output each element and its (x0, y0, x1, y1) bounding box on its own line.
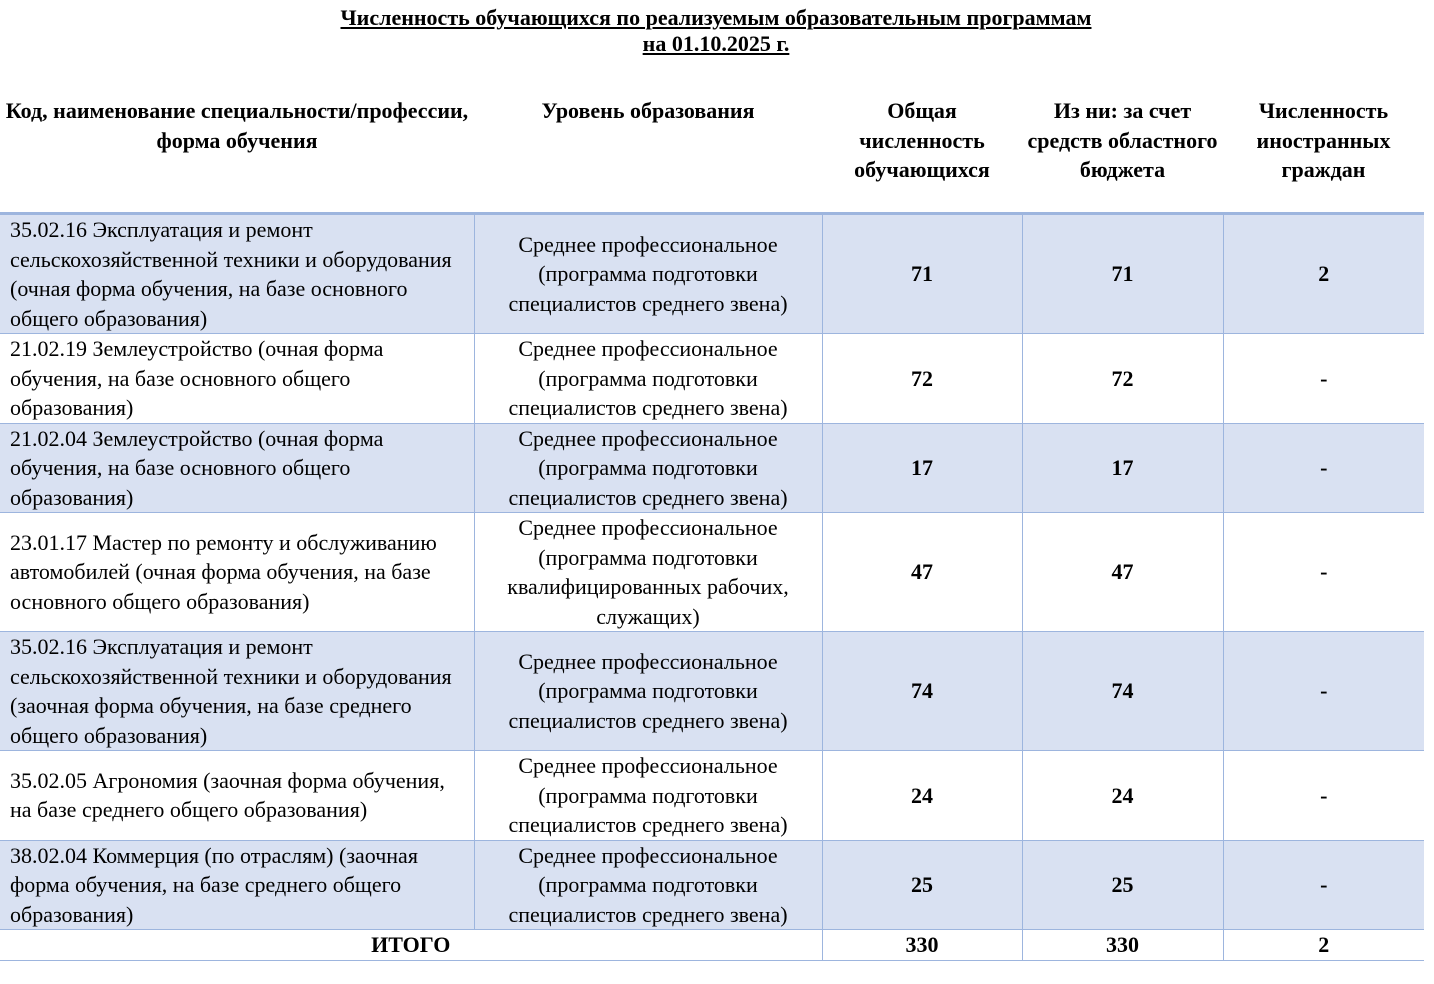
foreign-cell: - (1223, 334, 1424, 424)
table-row (0, 214, 1424, 334)
foreign-cell: - (1223, 513, 1424, 632)
table-row (0, 423, 1424, 513)
table-row (0, 632, 1424, 751)
totals-budget-cell: 330 (1022, 930, 1223, 961)
level-cell: Среднее профессиональное (программа подготовки специалистов среднего звена) (474, 751, 822, 841)
program-cell: 35.02.16 Эксплуатация и ремонт сельскохозяйственной техники и оборудования (заочная форма обучения, на базе среднего общего образования) (0, 632, 474, 751)
level-cell: Среднее профессиональное (программа подготовки специалистов среднего звена) (474, 840, 822, 930)
total-cell: 47 (822, 513, 1022, 632)
foreign-cell: - (1223, 423, 1424, 513)
table-header (0, 96, 1424, 214)
program-cell: 35.02.05 Агрономия (заочная форма обучения, на базе среднего общего образования) (0, 751, 474, 841)
level-cell: Среднее профессиональное (программа подготовки специалистов среднего звена) (474, 423, 822, 513)
total-cell: 71 (822, 214, 1022, 334)
program-cell: 21.02.04 Землеустройство (очная форма обучения, на базе основного общего образования) (0, 423, 474, 513)
total-cell: 17 (822, 423, 1022, 513)
table-row (0, 334, 1424, 424)
total-cell: 72 (822, 334, 1022, 424)
header-budget: Из ни: за счет средств областного бюджета (1022, 96, 1223, 214)
table-row (0, 840, 1424, 930)
level-cell: Среднее профессиональное (программа подготовки специалистов среднего звена) (474, 214, 822, 334)
program-cell: 38.02.04 Коммерция (по отраслям) (заочная форма обучения, на базе среднего общего образования) (0, 840, 474, 930)
table-row (0, 513, 1424, 632)
students-table (0, 96, 1424, 961)
total-cell: 24 (822, 751, 1022, 841)
level-cell: Среднее профессиональное (программа подготовки квалифицированных рабочих, служащих) (474, 513, 822, 632)
foreign-cell: - (1223, 632, 1424, 751)
table-body (0, 214, 1424, 961)
foreign-cell: - (1223, 751, 1424, 841)
totals-row (0, 930, 1424, 961)
budget-cell: 24 (1022, 751, 1223, 841)
program-cell: 35.02.16 Эксплуатация и ремонт сельскохозяйственной техники и оборудования (очная форма обучения, на базе основного общего образования) (0, 214, 474, 334)
total-cell: 25 (822, 840, 1022, 930)
foreign-cell: - (1223, 840, 1424, 930)
title-line-2: на 01.10.2025 г. (642, 31, 790, 56)
level-cell: Среднее профессиональное (программа подготовки специалистов среднего звена) (474, 632, 822, 751)
budget-cell: 74 (1022, 632, 1223, 751)
header-program: Код, наименование специальности/профессии, форма обучения (0, 96, 474, 214)
document-title (0, 5, 1432, 57)
program-cell: 23.01.17 Мастер по ремонту и обслуживанию автомобилей (очная форма обучения, на базе основного общего образования) (0, 513, 474, 632)
totals-foreign-cell: 2 (1223, 930, 1424, 961)
budget-cell: 25 (1022, 840, 1223, 930)
program-cell: 21.02.19 Землеустройство (очная форма обучения, на базе основного общего образования) (0, 334, 474, 424)
header-total: Общая численность обучающихся (822, 96, 1022, 214)
header-foreign: Численность иностранных граждан (1223, 96, 1424, 214)
title-line-1: Численность обучающихся по реализуемым образовательным программам (340, 5, 1092, 30)
header-row (0, 96, 1424, 214)
total-cell: 74 (822, 632, 1022, 751)
budget-cell: 72 (1022, 334, 1223, 424)
header-level: Уровень образования (474, 96, 822, 214)
foreign-cell: 2 (1223, 214, 1424, 334)
totals-label: ИТОГО (0, 930, 822, 961)
budget-cell: 17 (1022, 423, 1223, 513)
budget-cell: 47 (1022, 513, 1223, 632)
level-cell: Среднее профессиональное (программа подготовки специалистов среднего звена) (474, 334, 822, 424)
totals-total-cell: 330 (822, 930, 1022, 961)
table-row (0, 751, 1424, 841)
budget-cell: 71 (1022, 214, 1223, 334)
